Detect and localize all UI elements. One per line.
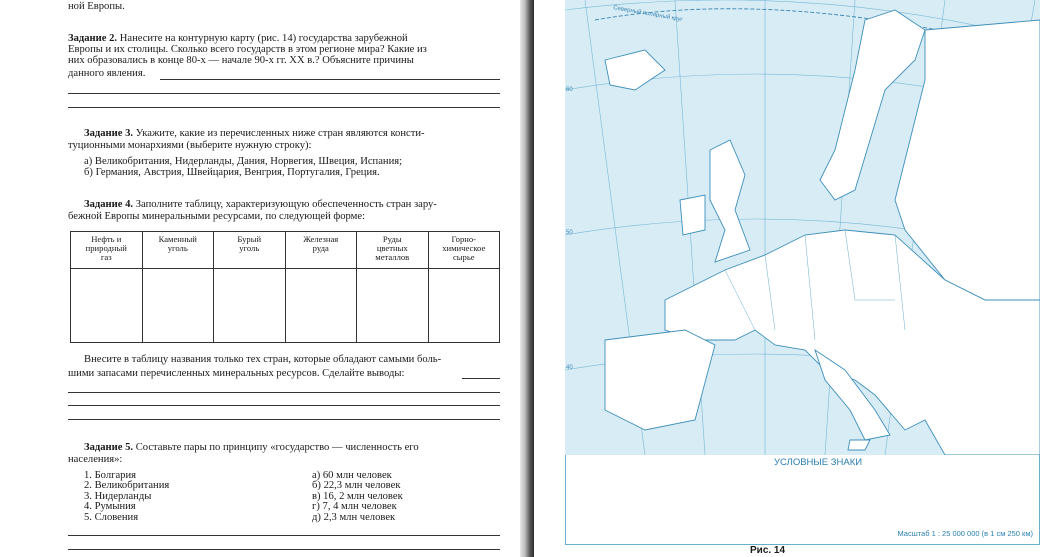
map-legend (565, 455, 1040, 545)
top-fragment: ной Европы. (68, 1, 125, 12)
table-row (71, 269, 500, 343)
land-masses (605, 10, 1040, 455)
country-item: 1. Болгария (84, 470, 137, 481)
table-cell[interactable] (142, 269, 214, 343)
task2-line-4: данного явления. (68, 68, 146, 79)
country-item: 3. Нидерланды (84, 491, 152, 502)
iceland (605, 50, 665, 90)
task3-text-1: Укажите, какие из перечисленных ниже стран являются консти- (135, 128, 425, 139)
population-item: а) 60 млн человек (312, 470, 392, 481)
lat-label: 50 (566, 230, 573, 236)
ireland (680, 195, 705, 235)
task3-title: Задание 3. (84, 128, 134, 139)
answer-line[interactable] (68, 419, 500, 420)
task4-text-1: Заполните таблицу, характеризующую обеспеченность стран зару- (135, 199, 437, 210)
table-cell[interactable] (214, 269, 286, 343)
task2-line-1 (68, 33, 408, 44)
answer-line[interactable] (462, 378, 500, 379)
table-header-row (71, 232, 500, 269)
task4-after-2: шими запасами перечисленных минеральных ресурсов. Сделайте выводы: (68, 368, 405, 379)
task3-line-1 (84, 128, 425, 139)
population-item: д) 2,3 млн человек (312, 512, 396, 523)
task2-text-1: Нанесите на контурную карту (рис. 14) государства зарубежной (119, 33, 408, 44)
task3-option-a[interactable]: а) Великобритания, Нидерланды, Дания, Норвегия, Швеция, Испания; (84, 156, 403, 167)
sicily (848, 440, 870, 450)
table-cell[interactable] (285, 269, 357, 343)
legend-title: УСЛОВНЫЕ ЗНАКИ (774, 457, 863, 468)
task4-title: Задание 4. (84, 199, 134, 210)
lat-label: 60 (566, 87, 573, 93)
col-brown-coal: Бурый уголь (214, 232, 286, 269)
resources-table (70, 231, 500, 343)
col-oil-gas: Нефть и природный газ (71, 232, 143, 269)
task5-text-1: Составьте пары по принципу «государство — численность его (135, 442, 419, 453)
col-hard-coal: Каменный уголь (142, 232, 214, 269)
lat-label: 40 (566, 365, 573, 371)
table-cell[interactable] (428, 269, 500, 343)
col-iron-ore: Железная руда (285, 232, 357, 269)
great-britain (710, 140, 750, 262)
table-cell[interactable] (357, 269, 429, 343)
population-item: в) 16, 2 млн человек (312, 491, 403, 502)
scale-text: Масштаб 1 : 25 000 000 (в 1 см 250 км) (897, 529, 1033, 538)
answer-line[interactable] (68, 535, 500, 536)
iberia (605, 330, 715, 430)
task2-title: Задание 2. (68, 33, 118, 44)
country-item: 5. Словения (84, 512, 139, 523)
answer-line[interactable] (68, 93, 500, 94)
col-nonferrous-ores: Руды цветных металлов (357, 232, 429, 269)
answer-line[interactable] (68, 549, 500, 550)
map-svg (565, 0, 1040, 455)
task5-line-2: населения»: (68, 454, 123, 465)
answer-line[interactable] (68, 405, 500, 406)
population-item: б) 22,3 млн человек (312, 480, 401, 491)
figure-caption: Рис. 14 (750, 545, 786, 556)
task4-line-2: бежной Европы минеральными ресурсами, по следующей форме: (68, 211, 366, 222)
table-cell[interactable] (71, 269, 143, 343)
task2-line-2: Европы и их столицы. Сколько всего государств в этом регионе мира? Какие из (68, 44, 427, 55)
task4-after-1: Внесите в таблицу названия только тех стран, которые обладают самыми боль- (84, 354, 442, 365)
arctic-circle-label: Северный полярный круг (612, 5, 684, 24)
book-gutter (520, 0, 534, 557)
contour-map (565, 0, 1040, 455)
country-item: 4. Румыния (84, 501, 136, 512)
task5-title: Задание 5. (84, 442, 134, 453)
population-item: г) 7, 4 млн человек (312, 501, 397, 512)
answer-line[interactable] (160, 79, 500, 80)
task4-line-1 (84, 199, 437, 210)
answer-line[interactable] (68, 107, 500, 108)
task3-option-b[interactable]: б) Германия, Австрия, Швейцария, Венгрия, Португалия, Греция. (84, 167, 380, 178)
col-mining-chemical: Горно- химическое сырье (428, 232, 500, 269)
answer-line[interactable] (68, 392, 500, 393)
task3-line-2: туционными монархиями (выберите нужную строку): (68, 140, 312, 151)
task5-line-1 (84, 442, 419, 453)
task2-line-3: них образовались в конце 80-х — начале 90-х гг. XX в.? Объясните причины (68, 55, 414, 66)
country-item: 2. Великобритания (84, 480, 170, 491)
left-page (0, 0, 520, 557)
